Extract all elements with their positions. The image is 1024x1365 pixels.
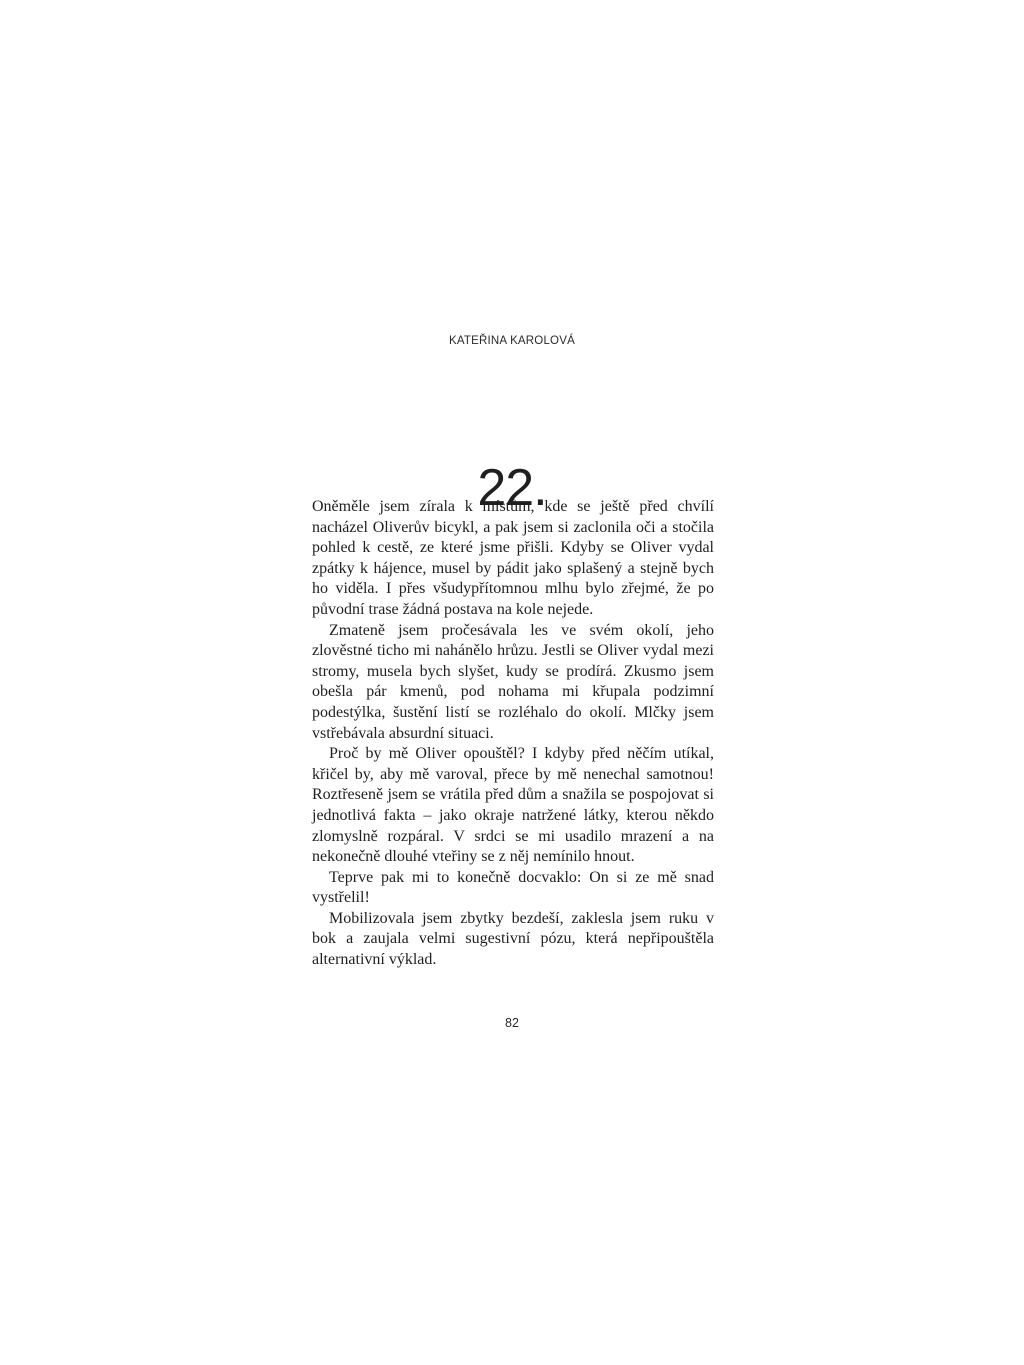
paragraph-4: Teprve pak mi to konečně docvaklo: On si ze mě snad vystřelil! bbox=[312, 868, 714, 907]
page-number: 82 bbox=[505, 1016, 519, 1030]
chapter-number: 22. bbox=[477, 458, 547, 517]
body-text bbox=[312, 497, 714, 971]
running-head: KATEŘINA KAROLOVÁ bbox=[449, 335, 575, 347]
paragraph-2: Zmateně jsem pročesávala les ve svém okolí, jeho zlověstné ticho mi nahánělo hrůzu. Jestli se Oliver vydal mezi stromy, musela bych slyšet, kudy se prodírá. Zkusmo jsem obešla pár kmenů, pod nohama mi křupala podzimní podestýlka, šustění listí se rozléhalo do okolí. Mlčky jsem vstřebávala absurdní situaci. bbox=[312, 621, 714, 742]
paragraph-3: Proč by mě Oliver opouštěl? I kdyby před něčím utíkal, křičel by, aby mě varoval, přece by mě nenechal samotnou! Roztřeseně jsem se vrátila před dům a snažila se pospojovat si jednotlivá fakta – jako okraje natržené látky, kterou někdo zlomyslně rozpáral. V srdci se mi usadilo mrazení a na nekonečně dlouhé vteřiny se z něj nemínilo hnout. bbox=[312, 745, 714, 866]
paragraph-1: Oněměle jsem zírala k místům, kde se ještě před chvílí nacházel Oliverův bicykl, a pak jsem si zaclonila oči a stočila pohled k cestě, ze které jsme přišli. Kdyby se Oliver vydal zpátky k hájence, musel by pádit jako splašený a stejně bych ho viděla. I přes všudypřítomnou mlhu bylo zřejmé, že po původní trase žádná postava na kole nejede. bbox=[312, 498, 714, 618]
paragraph-5: Mobilizovala jsem zbytky bezdeší, zaklesla jsem ruku v bok a zaujala velmi sugestivní pózu, která nepřipouštěla alternativní výklad. bbox=[312, 909, 714, 969]
